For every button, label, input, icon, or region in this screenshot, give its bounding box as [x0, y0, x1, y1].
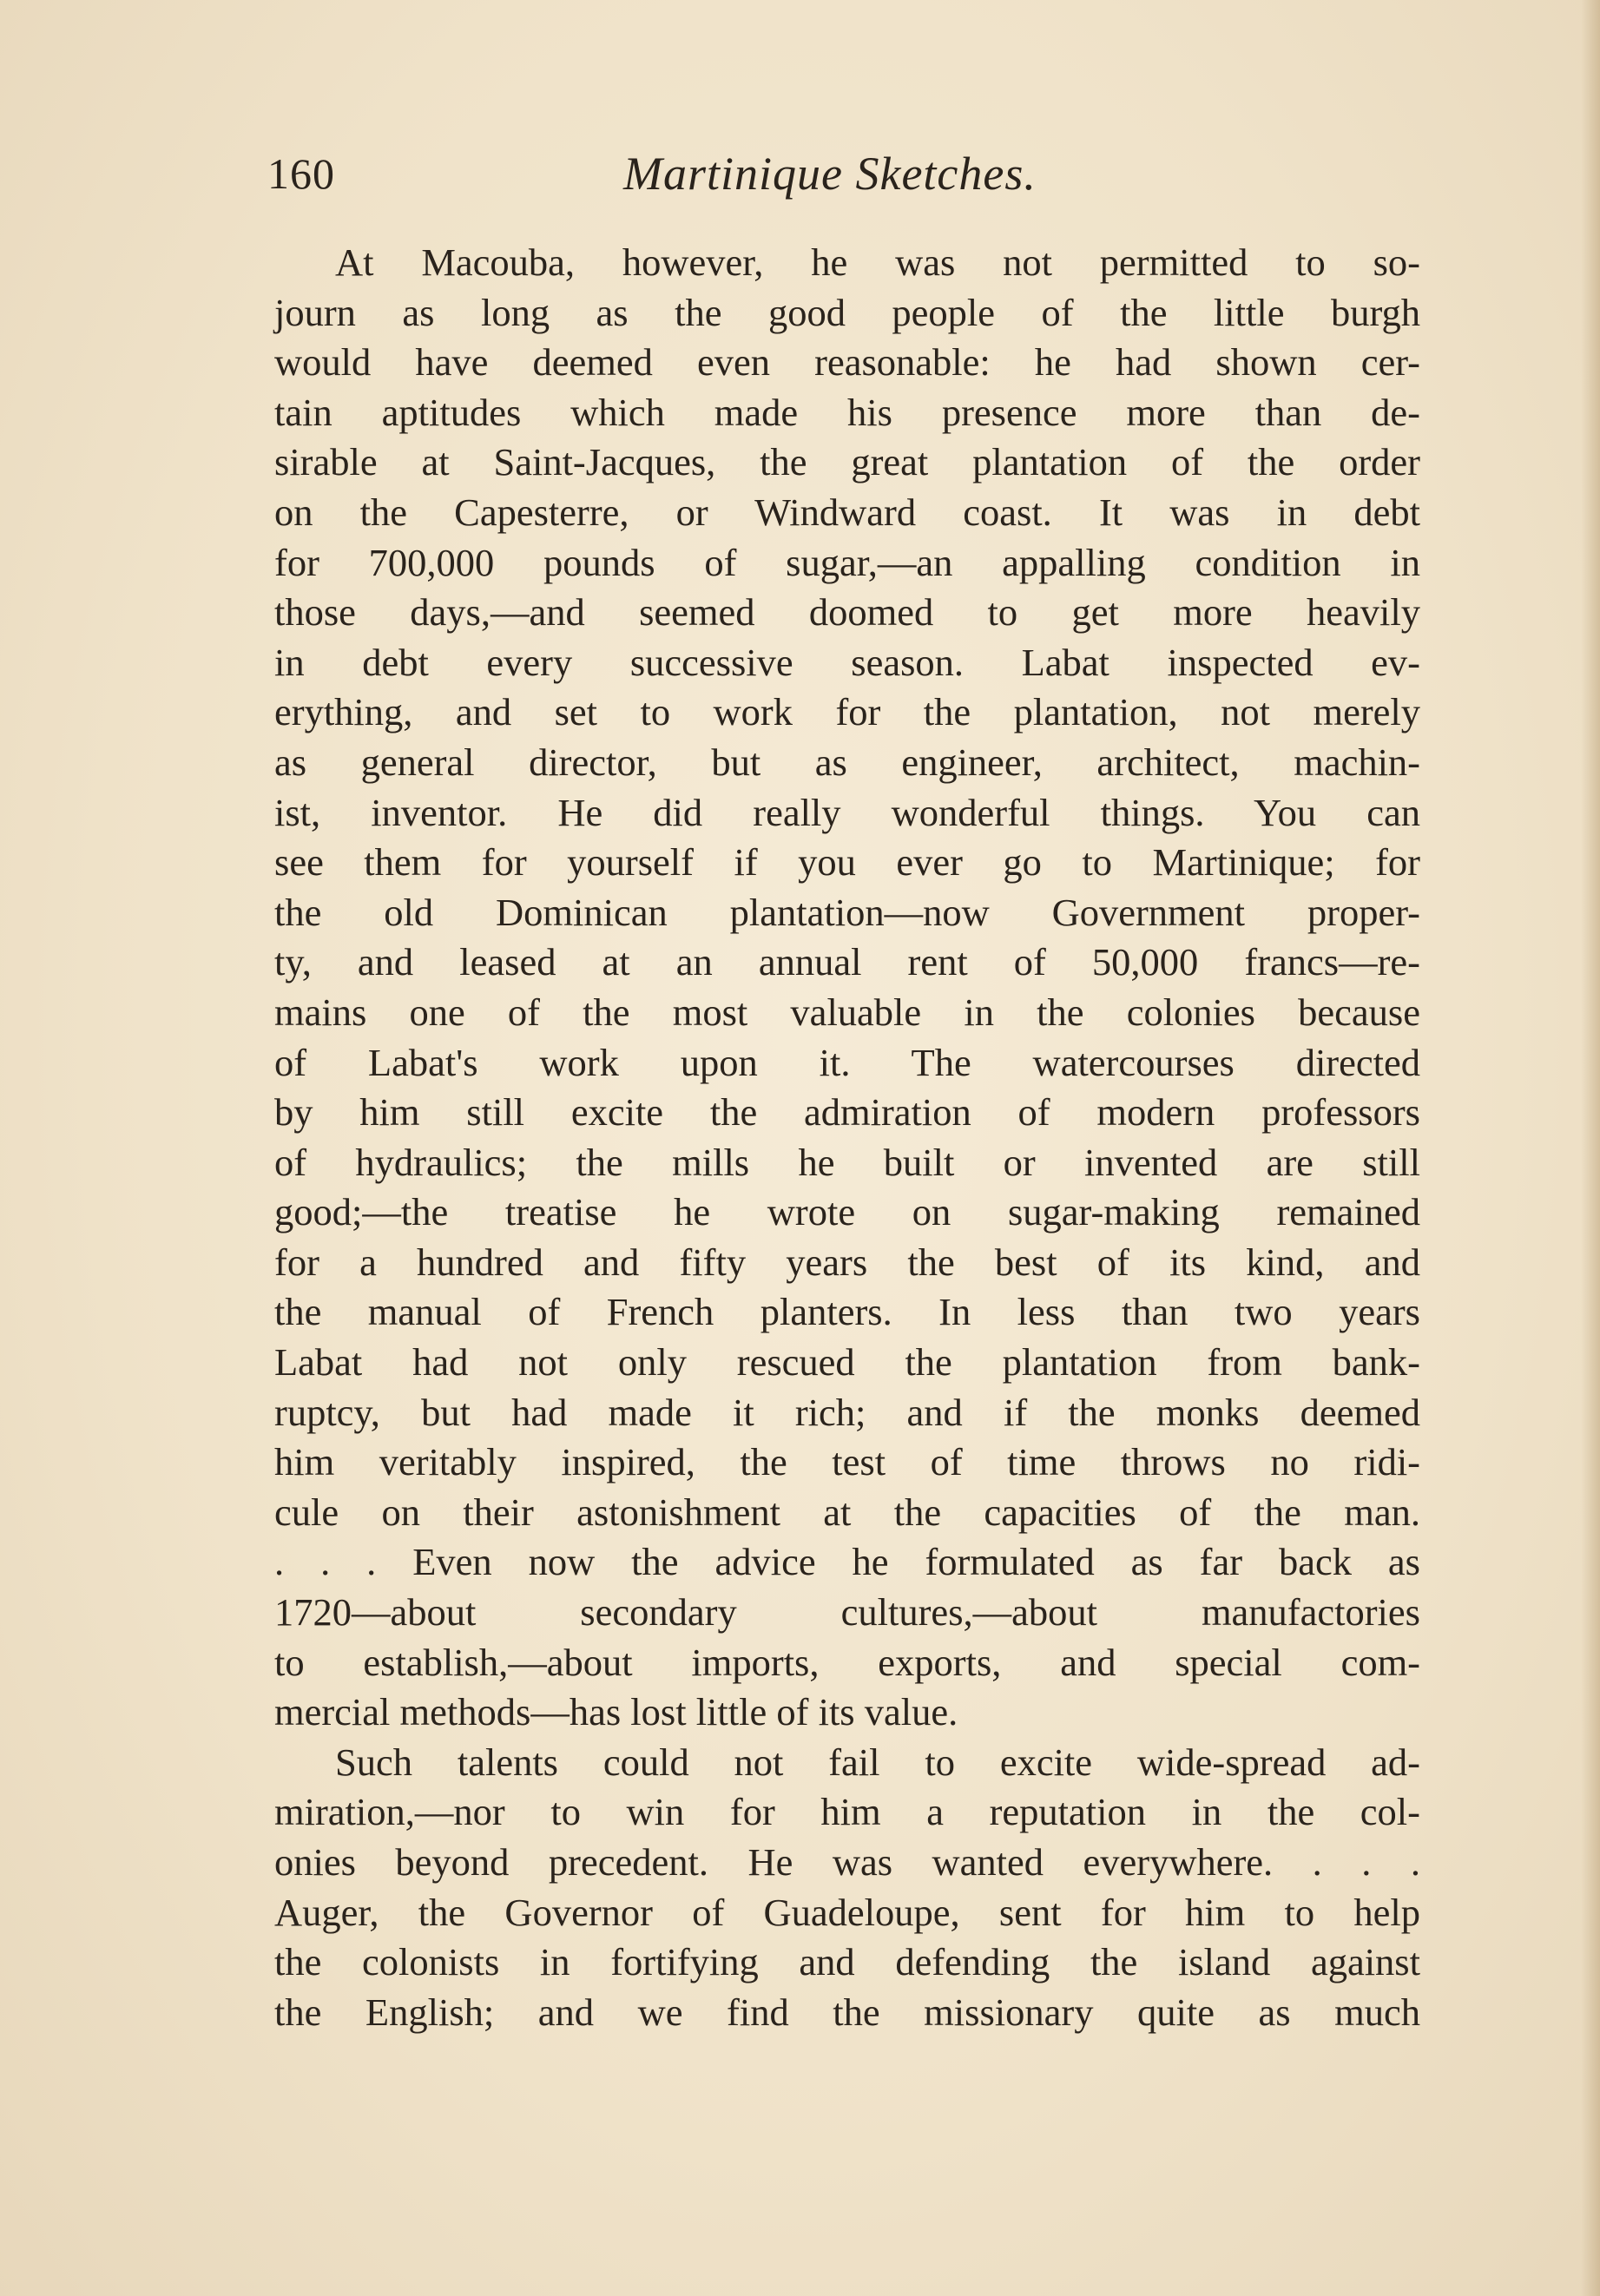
text-line: the English; and we find the missionary quite as much: [274, 1990, 1420, 2034]
text-line: see them for yourself if you ever go to Martinique; for: [274, 840, 1420, 885]
text-line: Such talents could not fail to excite wide-spread ad-: [335, 1740, 1420, 1784]
text-line: the old Dominican plantation—now Government proper-: [274, 890, 1420, 934]
text-line: mercial methods—has lost little of its value.: [274, 1690, 958, 1734]
text-line: 1720—about secondary cultures,—about manufactories: [274, 1590, 1420, 1635]
text-line: ist, inventor. He did really wonderful things. You can: [274, 790, 1420, 834]
paragraph-2: [274, 1738, 1420, 2038]
text-line: At Macouba, however, he was not permitted to so-: [335, 240, 1420, 284]
text-line: on the Capesterre, or Windward coast. It was in debt: [274, 490, 1420, 534]
text-line: him veritably inspired, the test of time throws no ridi-: [274, 1440, 1420, 1484]
text-line: for a hundred and fifty years the best of its kind, and: [274, 1240, 1420, 1284]
text-line: erything, and set to work for the plantation, not merely: [274, 690, 1420, 734]
text-line: to establish,—about imports, exports, and special com-: [274, 1640, 1420, 1684]
running-head: [267, 148, 1422, 208]
text-line: of Labat's work upon it. The watercourses directed: [274, 1040, 1420, 1084]
text-line: . . . Even now the advice he formulated as far back as: [274, 1540, 1420, 1584]
page-number: 160: [267, 149, 335, 198]
text-line: the manual of French planters. In less than two years: [274, 1290, 1420, 1334]
text-line: would have deemed even reasonable: he had shown cer-: [274, 340, 1420, 385]
text-line: for 700,000 pounds of sugar,—an appalling condition in: [274, 540, 1420, 584]
body-text: [274, 238, 1420, 2037]
text-line: onies beyond precedent. He was wanted everywhere. . . .: [274, 1840, 1420, 1884]
text-line: as general director, but as engineer, architect, machin-: [274, 740, 1420, 784]
text-line: mains one of the most valuable in the colonies because: [274, 990, 1420, 1034]
text-line: sirable at Saint-Jacques, the great plantation of the order: [274, 440, 1420, 484]
page-edge-shadow: [1581, 0, 1600, 2296]
text-line: journ as long as the good people of the little burgh: [274, 290, 1420, 334]
text-line: those days,—and seemed doomed to get more heavily: [274, 590, 1420, 635]
text-line: Labat had not only rescued the plantation from bank-: [274, 1340, 1420, 1385]
text-line: by him still excite the admiration of modern professors: [274, 1090, 1420, 1135]
text-line: ty, and leased at an annual rent of 50,000 francs—re-: [274, 940, 1420, 984]
text-line: cule on their astonishment at the capacities of the man.: [274, 1490, 1420, 1534]
paragraph-1: [274, 238, 1420, 1738]
text-line: ruptcy, but had made it rich; and if the monks deemed: [274, 1390, 1420, 1434]
text-line: of hydraulics; the mills he built or invented are still: [274, 1140, 1420, 1184]
text-line: miration,—nor to win for him a reputation in the col-: [274, 1790, 1420, 1834]
text-line: the colonists in fortifying and defending the island against: [274, 1940, 1420, 1984]
running-title: Martinique Sketches.: [623, 148, 1037, 200]
text-line: tain aptitudes which made his presence more than de-: [274, 390, 1420, 434]
text-line: good;—the treatise he wrote on sugar-making remained: [274, 1190, 1420, 1234]
text-line: Auger, the Governor of Guadeloupe, sent for him to help: [274, 1890, 1420, 1934]
text-line: in debt every successive season. Labat inspected ev-: [274, 640, 1420, 684]
